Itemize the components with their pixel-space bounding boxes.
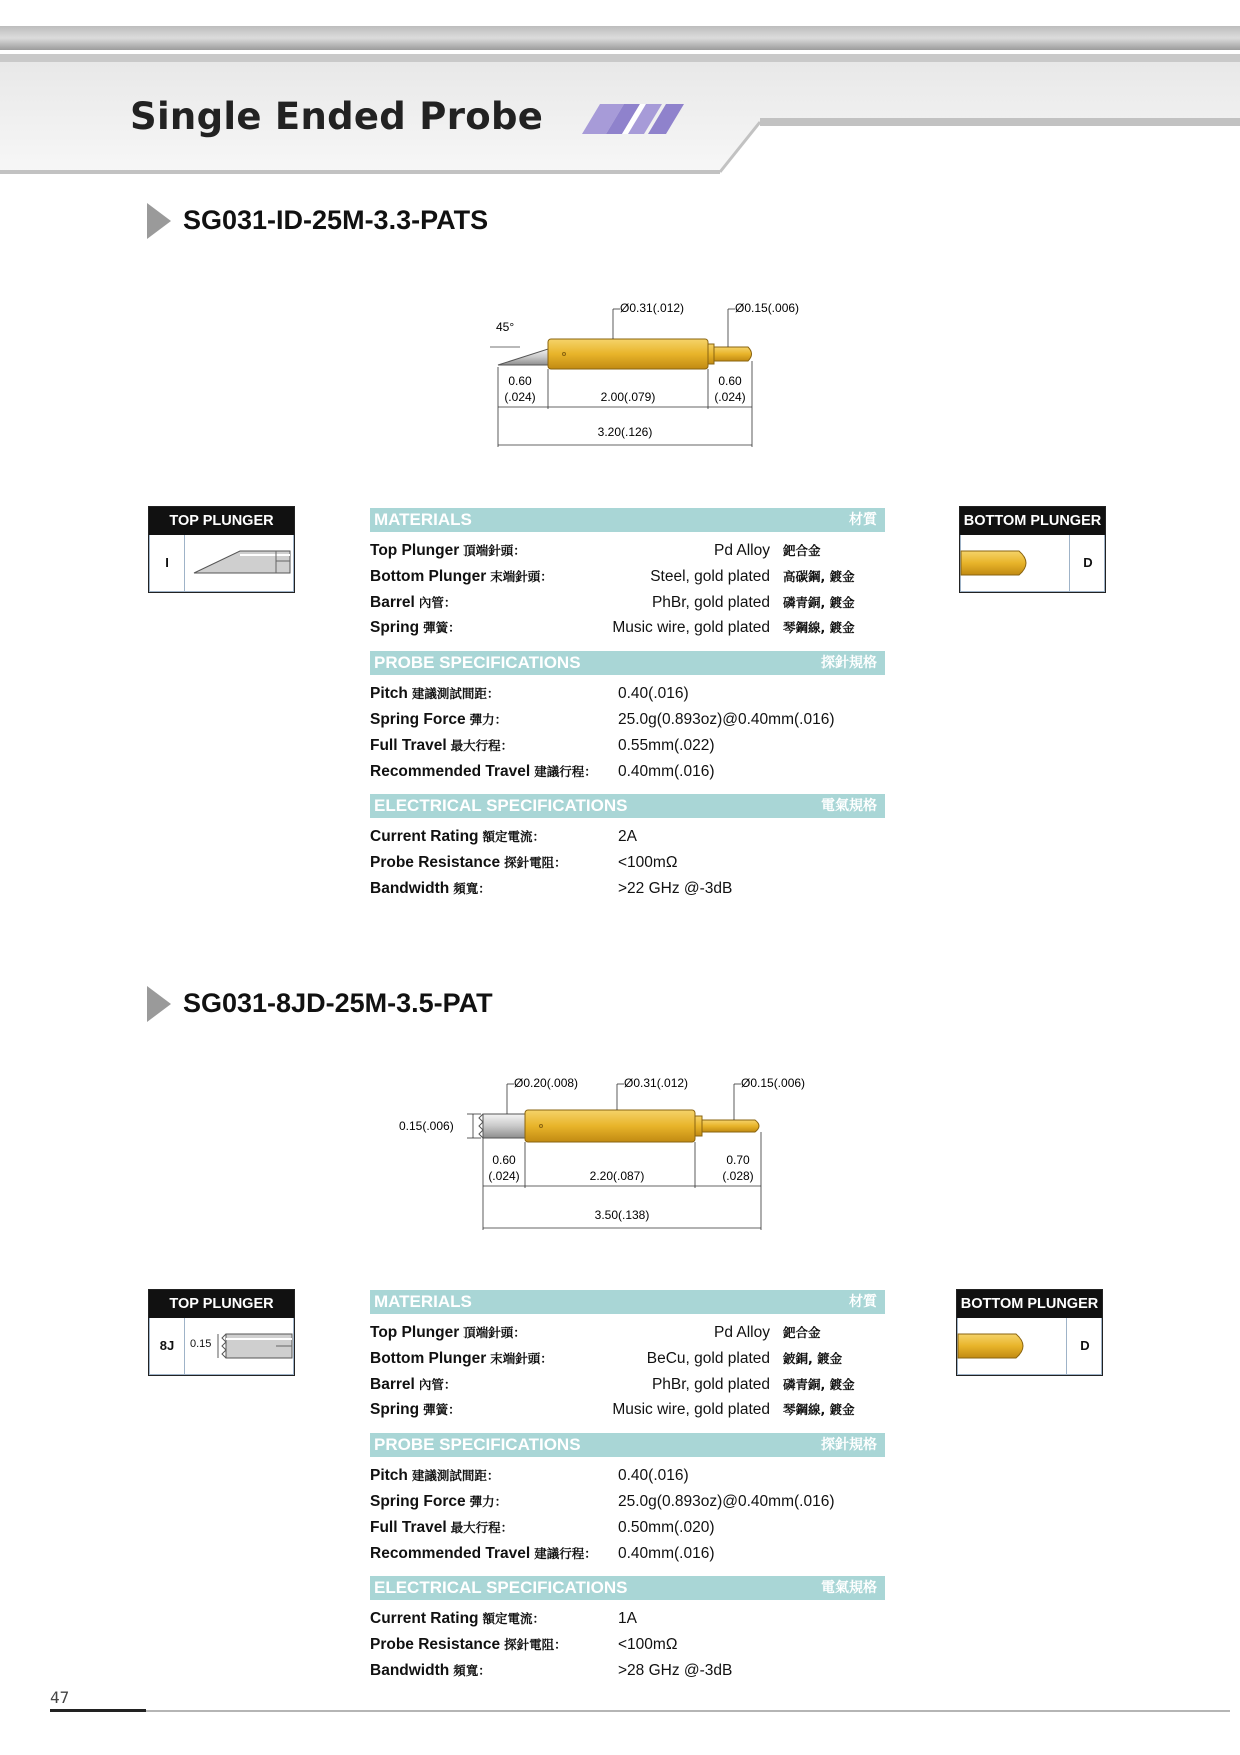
bottom-length-inch-label: (.024) xyxy=(714,390,746,404)
bottom-length-label: 0.60 xyxy=(718,374,742,388)
spec-block xyxy=(370,1290,885,1684)
spec-block xyxy=(370,508,885,902)
material-row: Spring 彈簧： Music wire, gold plated 琴鋼線, 鍍金 xyxy=(370,1401,855,1419)
material-row: Top Plunger 頂端針頭： Pd Alloy 鈀合金 xyxy=(370,1324,821,1341)
top-plunger-header: TOP PLUNGER xyxy=(149,1290,294,1318)
materials-header: MATERIALS 材質 xyxy=(370,1290,885,1314)
top-plunger-icon xyxy=(216,1328,294,1364)
title-banner xyxy=(0,0,1240,180)
probe-spec-row: Pitch 建議測試間距： 0.40(.016) xyxy=(370,1467,689,1485)
material-row: Barrel 內管： PhBr, gold plated 磷青銅, 鍍金 xyxy=(370,593,855,611)
electrical-spec-row: Bandwidth 頻寬： >28 GHz @-3dB xyxy=(370,1661,733,1679)
probe-spec-row: Full Travel 最大行程： 0.55mm(.022) xyxy=(370,736,715,754)
top-diameter-label: Ø0.20(.008) xyxy=(514,1076,579,1090)
bottom-plunger-box xyxy=(959,506,1106,593)
bottom-plunger-header: BOTTOM PLUNGER xyxy=(957,1290,1102,1318)
materials-header: MATERIALS 材質 xyxy=(370,508,885,532)
barrel-diameter-label: Ø0.31(.012) xyxy=(620,301,685,315)
bottom-plunger-icon xyxy=(961,545,1037,581)
footer-divider-accent xyxy=(50,1709,146,1712)
electrical-spec-header: ELECTRICAL SPECIFICATIONS 電氣規格 xyxy=(370,794,885,818)
probe-spec-row: Pitch 建議測試間距： 0.40(.016) xyxy=(370,685,689,703)
bottom-length-inch-label: (.028) xyxy=(722,1169,754,1183)
electrical-spec-row: Bandwidth 頻寬： >22 GHz @-3dB xyxy=(370,879,733,897)
probe-spec-row: Spring Force 彈力： 25.0g(0.893oz)@0.40mm(.016) xyxy=(370,1492,835,1510)
page-title: Single Ended Probe xyxy=(130,95,544,138)
probe-drawing xyxy=(480,295,820,455)
barrel-length-label: 2.20(.087) xyxy=(589,1169,645,1183)
material-row: Bottom Plunger 末端針頭： BeCu, gold plated 鈹銅, 鍍金 xyxy=(370,1349,843,1367)
bottom-diameter-label: Ø0.15(.006) xyxy=(735,301,800,315)
probe-drawing xyxy=(395,1070,806,1235)
bottom-length-label: 0.70 xyxy=(726,1153,750,1167)
probe-spec-row: Full Travel 最大行程： 0.50mm(.020) xyxy=(370,1518,715,1536)
page-number: 47 xyxy=(50,1688,70,1707)
product-heading: SG031-8JD-25M-3.5-PAT xyxy=(183,988,493,1018)
electrical-spec-row: Probe Resistance 探針電阻： <100mΩ xyxy=(370,1636,678,1654)
top-plunger-box xyxy=(148,506,295,593)
probe-spec-row: Recommended Travel 建議行程： 0.40mm(.016) xyxy=(370,762,715,780)
bottom-plunger-icon xyxy=(958,1328,1034,1364)
top-length-label: 0.60 xyxy=(508,374,532,388)
top-length-inch-label: (.024) xyxy=(504,390,536,404)
total-length-label: 3.20(.126) xyxy=(597,425,653,439)
electrical-spec-row: Probe Resistance 探針電阻： <100mΩ xyxy=(370,854,678,872)
probe-spec-header: PROBE SPECIFICATIONS 探針規格 xyxy=(370,1433,885,1457)
probe-spec-row: Spring Force 彈力： 25.0g(0.893oz)@0.40mm(.016) xyxy=(370,710,835,728)
material-row: Spring 彈簧： Music wire, gold plated 琴鋼線, 鍍金 xyxy=(370,619,855,637)
top-length-inch-label: (.024) xyxy=(488,1169,520,1183)
bottom-diameter-label: Ø0.15(.006) xyxy=(741,1076,806,1090)
material-row: Barrel 內管： PhBr, gold plated 磷青銅, 鍍金 xyxy=(370,1375,855,1393)
tip-width-label: 0.15(.006) xyxy=(399,1119,454,1133)
electrical-spec-row: Current Rating 額定電流： 1A xyxy=(370,1610,637,1628)
top-plunger-code: I xyxy=(165,555,169,570)
bottom-plunger-code: D xyxy=(1080,1338,1090,1353)
section-arrow-icon xyxy=(147,203,171,239)
bottom-plunger-code: D xyxy=(1083,555,1093,570)
electrical-spec-header: ELECTRICAL SPECIFICATIONS 電氣規格 xyxy=(370,1576,885,1600)
top-plunger-header: TOP PLUNGER xyxy=(149,507,294,535)
footer-divider xyxy=(50,1710,1230,1712)
total-length-label: 3.50(.138) xyxy=(594,1208,650,1222)
product-heading: SG031-ID-25M-3.3-PATS xyxy=(183,205,489,235)
material-row: Bottom Plunger 末端針頭： Steel, gold plated 高碳鋼, 鍍金 xyxy=(370,567,855,585)
top-plunger-icon xyxy=(186,543,292,583)
electrical-spec-row: Current Rating 額定電流： 2A xyxy=(370,828,637,846)
top-length-label: 0.60 xyxy=(492,1153,516,1167)
material-row: Top Plunger 頂端針頭： Pd Alloy 鈀合金 xyxy=(370,542,821,559)
bottom-plunger-header: BOTTOM PLUNGER xyxy=(960,507,1105,535)
tip-width-mini-label: 0.15 xyxy=(190,1338,212,1350)
angle-label: 45° xyxy=(496,320,515,334)
section-arrow-icon xyxy=(147,986,171,1022)
top-plunger-box xyxy=(148,1289,295,1376)
barrel-diameter-label: Ø0.31(.012) xyxy=(624,1076,689,1090)
bottom-plunger-box xyxy=(956,1289,1103,1376)
barrel-length-label: 2.00(.079) xyxy=(600,390,656,404)
probe-spec-row: Recommended Travel 建議行程： 0.40mm(.016) xyxy=(370,1544,715,1562)
probe-spec-header: PROBE SPECIFICATIONS 探針規格 xyxy=(370,651,885,675)
top-plunger-code: 8J xyxy=(159,1338,175,1353)
